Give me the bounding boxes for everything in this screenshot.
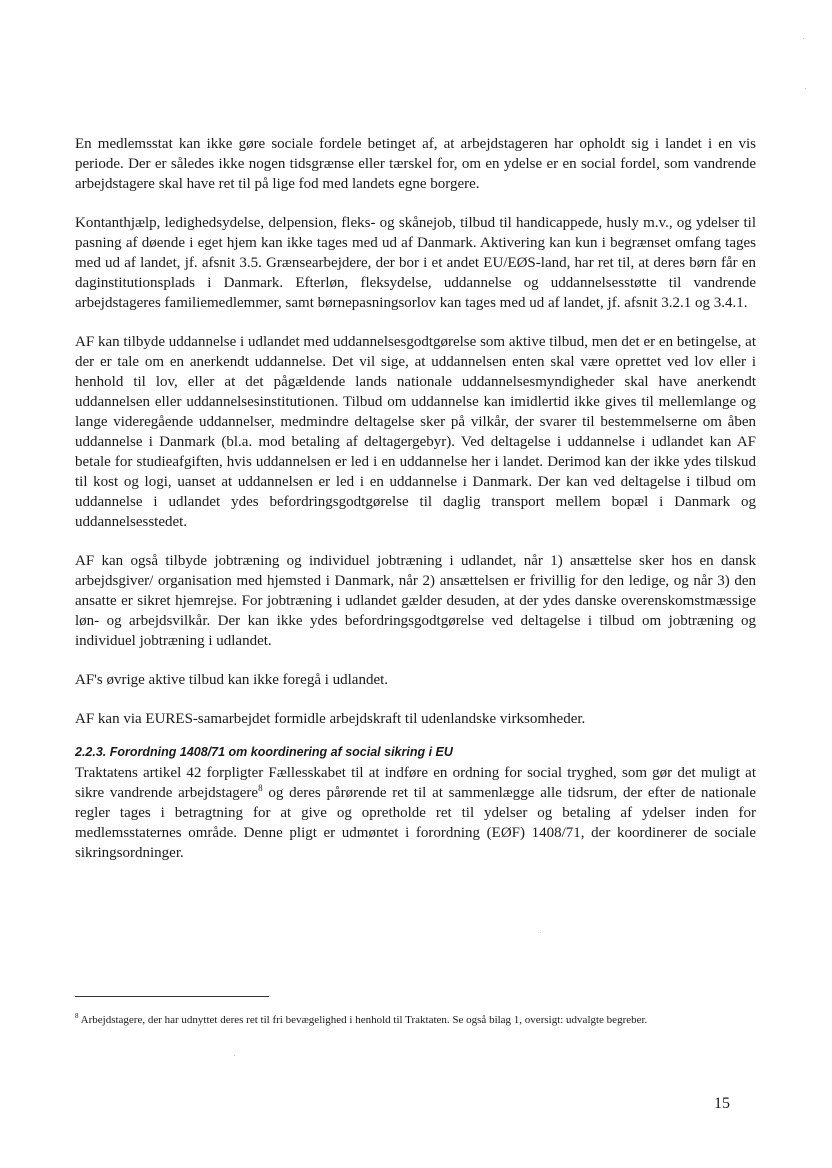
scan-speck	[540, 932, 541, 933]
paragraph-job-training-abroad: AF kan også tilbyde jobtræning og individuel jobtræning i udlandet, når 1) ansættelse sker hos en dansk arbejdsgiver/ organisation med hjemsted i Danmark, når 2) ansættelsen er frivillig for den ledige, og når 3) den ansatte er sikret hjemrejse. For jobtræning i udlandet gælder desuden, at der ydes danske overenskomstmæssige løn- og arbejdsvilkår. Der kan ikke ydes befordringsgodtgørelse ved deltagelse i tilbud om jobtræning og individuel jobtræning i udlandet.	[75, 553, 756, 649]
page-number: 15	[714, 1095, 730, 1112]
body-text	[75, 134, 756, 863]
scan-speck	[803, 38, 804, 39]
regulation-text-end: og deres pårørende ret til at sammenlægge alle tidsrum, der efter de nationale regler tages i betragtning for at give og opretholde ret til ydelser og betaling af ydelser inden for medlemsstaternes område. Denne pligt er udmøntet i forordning (EØF) 1408/71, der koordinerer de sociale sikringsordninger.	[75, 785, 756, 861]
regulation-text-start: Traktatens artikel 42 forpligter Fællesskabet til at indføre en ordning for social tryghed, som gør det muligt at sikre vandrende arbejdstagere	[75, 765, 756, 801]
paragraph-other-offers: AF's øvrige aktive tilbud kan ikke foregå i udlandet.	[75, 672, 389, 688]
paragraph-social-benefits: En medlemsstat kan ikke gøre sociale fordele betinget af, at arbejdstageren har opholdt sig i landet i en vis periode. Der er således ikke nogen tidsgrænse eller tærskel for, om en ydelse er en social fordel, som vandrende arbejdstagere skal have ret til på lige fod med landets egne borgere.	[75, 136, 756, 192]
paragraph-exportable-benefits: Kontanthjælp, ledighedsydelse, delpension, fleks- og skånejob, tilbud til handicappede, husly m.v., og ydelser til pasning af døende i eget hjem kan ikke tages med ud af Danmark. Aktivering kan kun i begrænset omfang tages med ud af landet, jf. afsnit 3.5. Grænsearbejdere, der bor i et andet EU/EØS-land, har ret til, at deres børn får en daginstitutionsplads i Danmark. Efterløn, fleksydelse, uddannelse og uddannelsesstøtte til vandrende arbejdstageres familiemedlemmer, samt børnepasningsorlov kan tages med ud af landet, jf. afsnit 3.2.1 og 3.4.1.	[75, 215, 756, 311]
scan-speck	[805, 88, 806, 89]
footnote-separator	[75, 996, 269, 997]
paragraph-regulation	[75, 763, 756, 863]
footnote-text: Arbejdstagere, der har udnyttet deres ret til fri bevægelighed i henhold til Traktaten. Se også bilag 1, oversigt: udvalgte begreber.	[78, 1014, 648, 1026]
scan-speck	[234, 1055, 235, 1056]
footnote-number: 8	[75, 1012, 79, 1020]
section-heading: 2.2.3. Forordning 1408/71 om koordinering af social sikring i EU	[75, 745, 453, 759]
paragraph-education-abroad: AF kan tilbyde uddannelse i udlandet med uddannelsesgodtgørelse som aktive tilbud, men det er en betingelse, at der er tale om en anerkendt uddannelse. Det vil sige, at uddannelsen enten skal være oprettet ved lov eller i henhold til lov, eller at det pågældende lands nationale uddannelsesmyndigheder skal have anerkendt uddannelsen eller uddannelsesinstitutionen. Tilbud om uddannelse kan imidlertid ikke gives til mellemlange og lange videregående uddannelser, medmindre deltagelse sker på vilkår, der svarer til bestemmelserne om åben uddannelse i Danmark (bl.a. mod betaling af deltagergebyr). Ved deltagelse i uddannelse i udlandet kan AF betale for studieafgiften, hvis uddannelsen er led i en uddannelse her i landet. Derimod kan der ikke ydes tilskud til kost og logi, uanset at uddannelsen er led i en uddannelse i Danmark. Der kan ved deltagelse i tilbud om uddannelse i udlandet ydes befordringsgodtgørelse til daglig transport mellem bopæl i Danmark og uddannelsesstedet.	[75, 334, 756, 530]
footnote	[75, 1010, 735, 1030]
footnote-reference[interactable]: 8	[258, 783, 263, 793]
paragraph-eures: AF kan via EURES-samarbejdet formidle arbejdskraft til udenlandske virksomheder.	[75, 711, 586, 727]
